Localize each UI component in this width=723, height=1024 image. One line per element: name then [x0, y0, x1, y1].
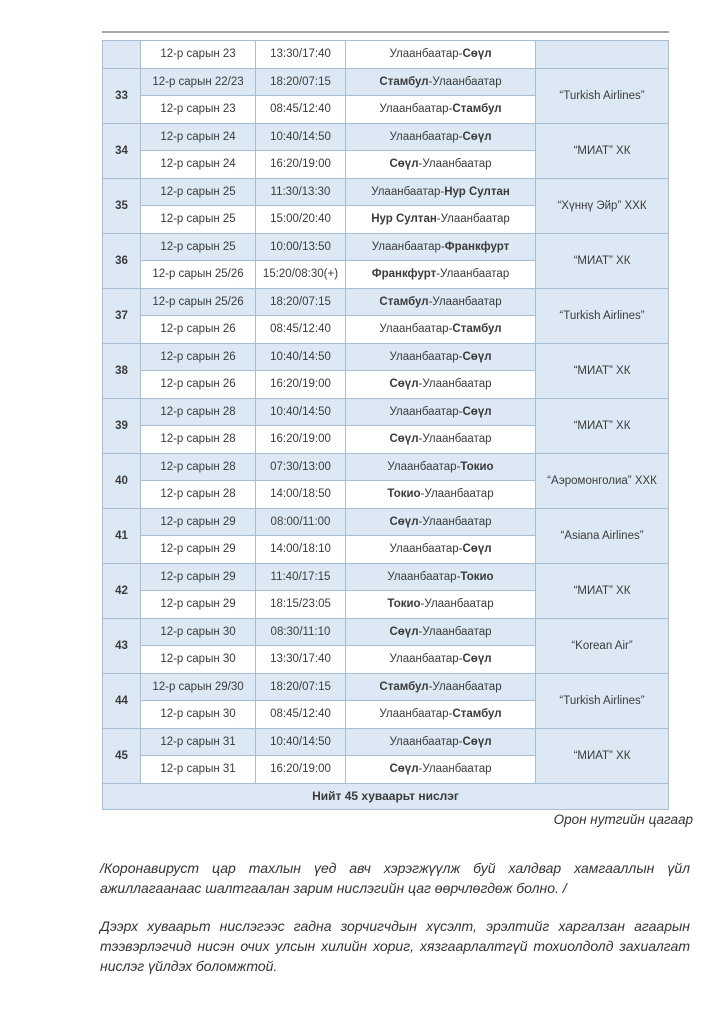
time-cell: 18:15/23:05 — [256, 591, 346, 619]
date-cell: 12-р сарын 28 — [141, 426, 256, 454]
time-cell: 10:40/14:50 — [256, 343, 346, 371]
date-cell: 12-р сарын 29/30 — [141, 673, 256, 701]
covid-note-paragraph: /Коронавируст цар тахлын үед авч хэрэгжүүлж буй халдвар хамгааллын үйл ажиллагаанаас шалтгаалан зарим нислэгийн цаг өөрчлөгдөж болно. / — [100, 860, 690, 896]
date-cell: 12-р сарын 29 — [141, 508, 256, 536]
airline-cell: “Korean Air” — [536, 618, 669, 673]
airline-cell: “Turkish Airlines” — [536, 288, 669, 343]
airline-cell: “Asiana Airlines” — [536, 508, 669, 563]
date-cell: 12-р сарын 28 — [141, 398, 256, 426]
date-cell: 12-р сарын 24 — [141, 151, 256, 179]
date-cell: 12-р сарын 25 — [141, 233, 256, 261]
flight-no-cell: 33 — [103, 68, 141, 123]
flight-no-cell — [103, 41, 141, 69]
date-cell: 12-р сарын 28 — [141, 481, 256, 509]
flight-table-body — [103, 41, 669, 810]
flight-no-cell: 39 — [103, 398, 141, 453]
flight-no-cell: 36 — [103, 233, 141, 288]
date-cell: 12-р сарын 25 — [141, 178, 256, 206]
date-cell: 12-р сарын 26 — [141, 343, 256, 371]
time-cell: 10:40/14:50 — [256, 123, 346, 151]
table-row — [103, 728, 669, 756]
charter-note-paragraph: Дээрх хуваарьт нислэгээс гадна зорчигчдын хүсэлт, эрэлтийг харгалзан агаарын тээвэрлэгчид нисэн очих улсын хилийн хориг, хязгаарлалтгүй тохиолдолд захиалгат нислэг үйлдэх боломжтой. — [100, 918, 690, 974]
route-cell: Улаанбаатар-Токио — [346, 563, 536, 591]
time-cell: 11:30/13:30 — [256, 178, 346, 206]
time-cell: 13:30/17:40 — [256, 646, 346, 674]
table-row — [103, 178, 669, 206]
table-row — [103, 453, 669, 481]
route-cell: Сөүл-Улаанбаатар — [346, 426, 536, 454]
route-cell: Нур Султан-Улаанбаатар — [346, 206, 536, 234]
time-cell: 08:45/12:40 — [256, 96, 346, 124]
flight-no-cell: 45 — [103, 728, 141, 783]
time-cell: 11:40/17:15 — [256, 563, 346, 591]
time-cell: 08:30/11:10 — [256, 618, 346, 646]
flight-schedule-table — [102, 40, 669, 810]
airline-cell: “МИАТ” ХК — [536, 728, 669, 783]
route-cell: Токио-Улаанбаатар — [346, 481, 536, 509]
time-cell: 10:40/14:50 — [256, 728, 346, 756]
route-cell: Стамбул-Улаанбаатар — [346, 68, 536, 96]
time-cell: 15:00/20:40 — [256, 206, 346, 234]
date-cell: 12-р сарын 22/23 — [141, 68, 256, 96]
table-row — [103, 233, 669, 261]
route-cell: Сөүл-Улаанбаатар — [346, 756, 536, 784]
route-cell: Сөүл-Улаанбаатар — [346, 151, 536, 179]
table-row — [103, 123, 669, 151]
table-row — [103, 288, 669, 316]
route-cell: Улаанбаатар-Сөүл — [346, 398, 536, 426]
date-cell: 12-р сарын 30 — [141, 646, 256, 674]
date-cell: 12-р сарын 26 — [141, 371, 256, 399]
time-cell: 10:40/14:50 — [256, 398, 346, 426]
route-cell: Улаанбаатар-Стамбул — [346, 701, 536, 729]
route-cell: Улаанбаатар-Франкфурт — [346, 233, 536, 261]
airline-cell: “Turkish Airlines” — [536, 68, 669, 123]
flight-schedule-table-wrap — [102, 40, 669, 810]
time-cell: 10:00/13:50 — [256, 233, 346, 261]
flight-no-cell: 38 — [103, 343, 141, 398]
route-cell: Улаанбаатар-Сөүл — [346, 536, 536, 564]
date-cell: 12-р сарын 23 — [141, 96, 256, 124]
table-row — [103, 68, 669, 96]
time-cell: 14:00/18:50 — [256, 481, 346, 509]
page-break-line — [102, 31, 669, 33]
time-cell: 07:30/13:00 — [256, 453, 346, 481]
route-cell: Улаанбаатар-Нур Султан — [346, 178, 536, 206]
time-cell: 15:20/08:30(+) — [256, 261, 346, 289]
date-cell: 12-р сарын 30 — [141, 701, 256, 729]
airline-cell: “МИАТ” ХК — [536, 343, 669, 398]
airline-cell: “МИАТ” ХК — [536, 233, 669, 288]
date-cell: 12-р сарын 30 — [141, 618, 256, 646]
time-cell: 16:20/19:00 — [256, 756, 346, 784]
date-cell: 12-р сарын 29 — [141, 563, 256, 591]
time-cell: 18:20/07:15 — [256, 288, 346, 316]
time-cell: 14:00/18:10 — [256, 536, 346, 564]
airline-cell — [536, 41, 669, 69]
date-cell: 12-р сарын 29 — [141, 591, 256, 619]
table-row — [103, 343, 669, 371]
airline-cell: “МИАТ” ХК — [536, 563, 669, 618]
table-row — [103, 508, 669, 536]
route-cell: Стамбул-Улаанбаатар — [346, 288, 536, 316]
table-row — [103, 673, 669, 701]
time-cell: 18:20/07:15 — [256, 673, 346, 701]
route-cell: Сөүл-Улаанбаатар — [346, 618, 536, 646]
summary-cell: Нийт 45 хуваарьт нислэг — [103, 783, 669, 809]
date-cell: 12-р сарын 23 — [141, 41, 256, 69]
airline-cell: “МИАТ” ХК — [536, 398, 669, 453]
local-time-note: Орон нутгийн цагаар — [553, 812, 693, 827]
route-cell: Сөүл-Улаанбаатар — [346, 371, 536, 399]
date-cell: 12-р сарын 25/26 — [141, 261, 256, 289]
time-cell: 08:00/11:00 — [256, 508, 346, 536]
time-cell: 08:45/12:40 — [256, 701, 346, 729]
route-cell: Улаанбаатар-Сөүл — [346, 123, 536, 151]
route-cell: Токио-Улаанбаатар — [346, 591, 536, 619]
time-cell: 13:30/17:40 — [256, 41, 346, 69]
airline-cell: “МИАТ” ХК — [536, 123, 669, 178]
date-cell: 12-р сарын 24 — [141, 123, 256, 151]
airline-cell: “Хүннү Эйр” ХХК — [536, 178, 669, 233]
table-row — [103, 563, 669, 591]
flight-no-cell: 34 — [103, 123, 141, 178]
time-cell: 16:20/19:00 — [256, 371, 346, 399]
route-cell: Франкфурт-Улаанбаатар — [346, 261, 536, 289]
flight-no-cell: 35 — [103, 178, 141, 233]
table-row-partial — [103, 41, 669, 69]
date-cell: 12-р сарын 25 — [141, 206, 256, 234]
flight-no-cell: 41 — [103, 508, 141, 563]
route-cell: Сөүл-Улаанбаатар — [346, 508, 536, 536]
flight-no-cell: 42 — [103, 563, 141, 618]
time-cell: 08:45/12:40 — [256, 316, 346, 344]
date-cell: 12-р сарын 31 — [141, 728, 256, 756]
table-row — [103, 398, 669, 426]
route-cell: Улаанбаатар-Токио — [346, 453, 536, 481]
airline-cell: “Turkish Airlines” — [536, 673, 669, 728]
flight-no-cell: 37 — [103, 288, 141, 343]
flight-no-cell: 40 — [103, 453, 141, 508]
airline-cell: “Аэромонголиа” ХХК — [536, 453, 669, 508]
date-cell: 12-р сарын 31 — [141, 756, 256, 784]
table-summary-row — [103, 783, 669, 809]
time-cell: 16:20/19:00 — [256, 151, 346, 179]
date-cell: 12-р сарын 25/26 — [141, 288, 256, 316]
route-cell: Улаанбаатар-Сөүл — [346, 728, 536, 756]
route-cell: Стамбул-Улаанбаатар — [346, 673, 536, 701]
time-cell: 18:20/07:15 — [256, 68, 346, 96]
date-cell: 12-р сарын 26 — [141, 316, 256, 344]
flight-no-cell: 44 — [103, 673, 141, 728]
route-cell: Улаанбаатар-Сөүл — [346, 41, 536, 69]
time-cell: 16:20/19:00 — [256, 426, 346, 454]
route-cell: Улаанбаатар-Стамбул — [346, 96, 536, 124]
table-row — [103, 618, 669, 646]
route-cell: Улаанбаатар-Сөүл — [346, 646, 536, 674]
route-cell: Улаанбаатар-Сөүл — [346, 343, 536, 371]
flight-no-cell: 43 — [103, 618, 141, 673]
date-cell: 12-р сарын 29 — [141, 536, 256, 564]
route-cell: Улаанбаатар-Стамбул — [346, 316, 536, 344]
date-cell: 12-р сарын 28 — [141, 453, 256, 481]
